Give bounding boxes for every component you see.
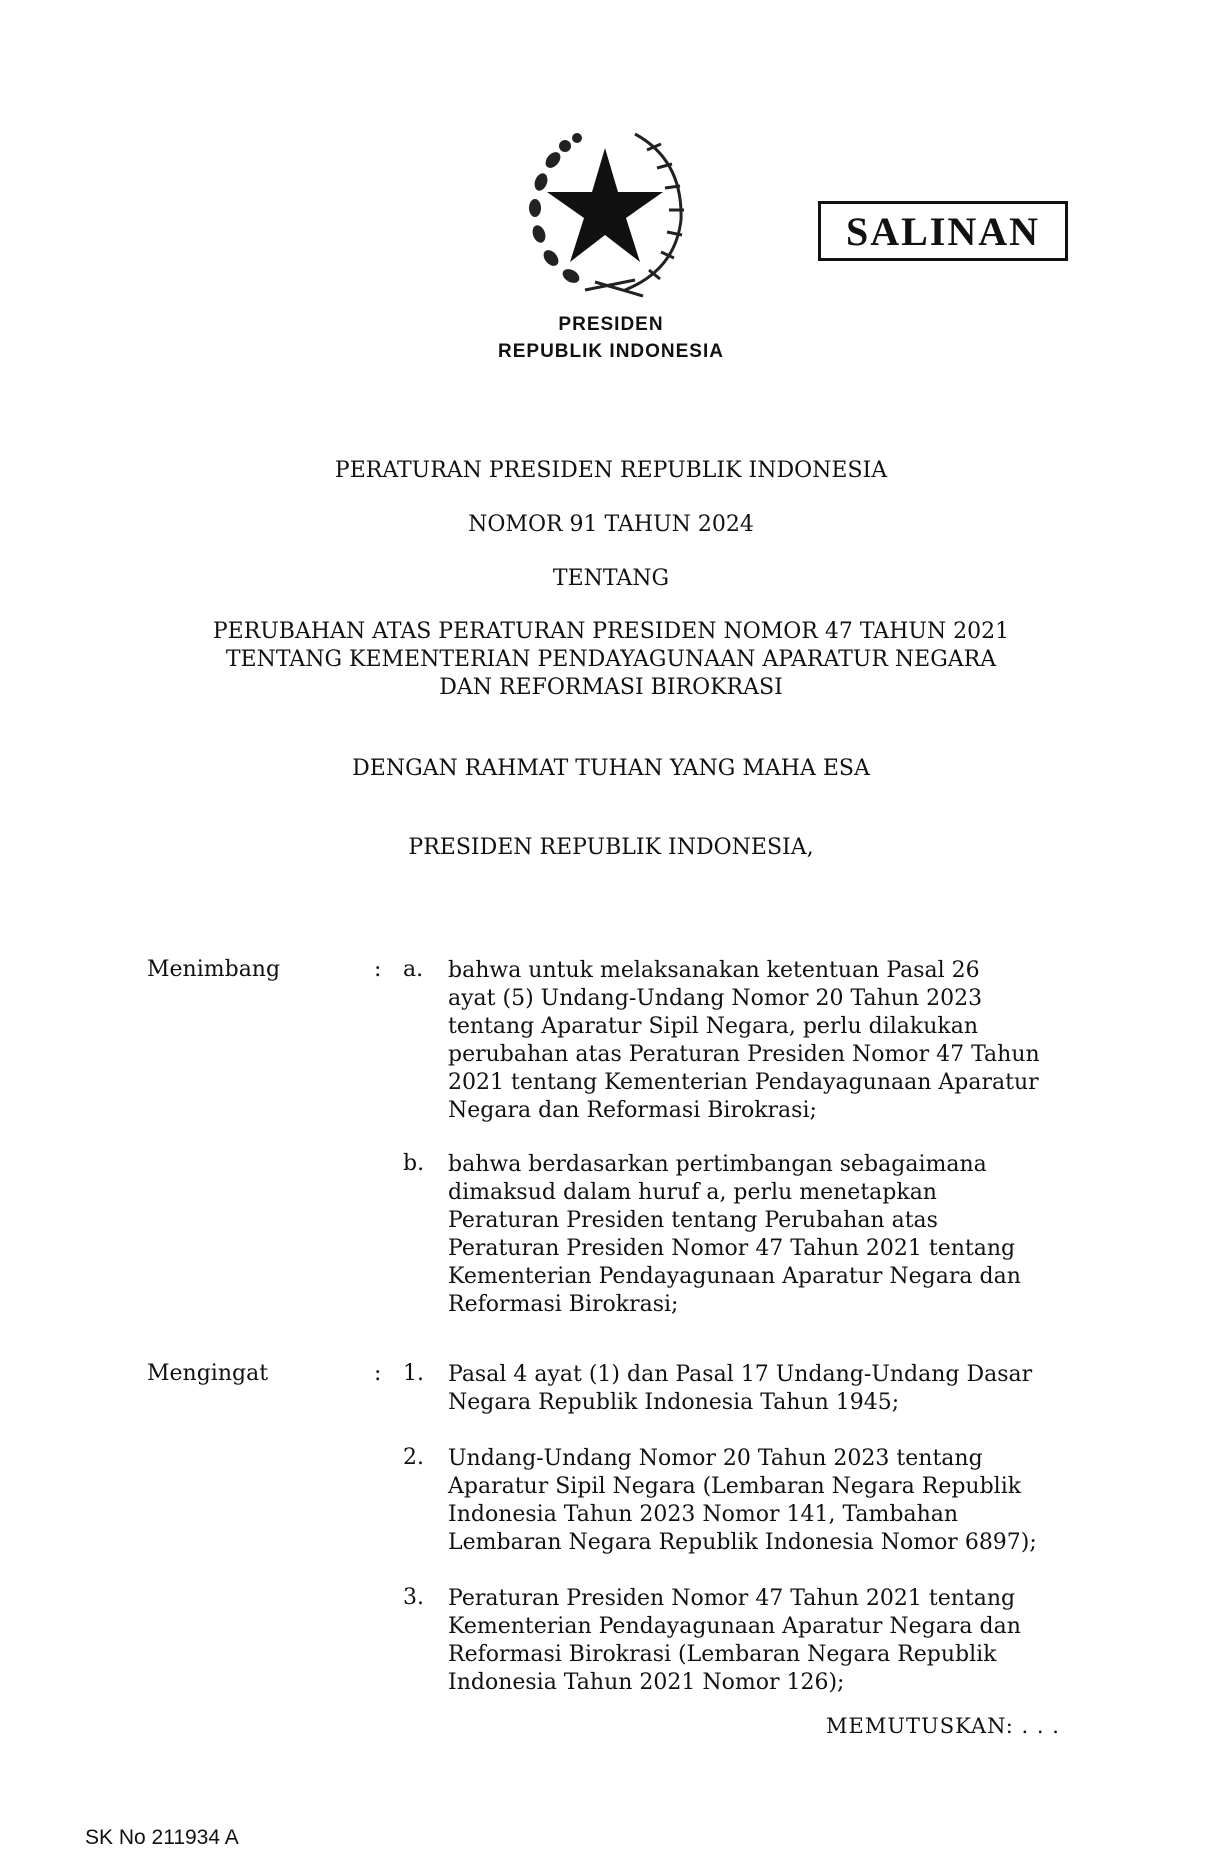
salinan-stamp [818,201,1068,261]
mengingat-item-2 [448,1445,1070,1557]
text-line: Lembaran Negara Republik Indonesia Nomor 6897); [448,1530,1037,1555]
menimbang-marker-a: a. [403,957,424,982]
text-line: Aparatur Sipil Negara (Lembaran Negara Republik [448,1474,1022,1499]
mengingat-marker-2: 2. [403,1445,424,1470]
text-line: tentang Aparatur Sipil Negara, perlu dilakukan [448,1014,979,1039]
text-line: Negara dan Reformasi Birokrasi; [448,1098,817,1123]
text-line: Reformasi Birokrasi (Lembaran Negara Republik [448,1642,997,1667]
stamp-text: SALINAN [845,208,1041,254]
menimbang-item-a [448,957,1070,1125]
subject-line-1: PERUBAHAN ATAS PERATURAN PRESIDEN NOMOR 47 TAHUN 2021 [212,619,1010,644]
text-line: Undang-Undang Nomor 20 Tahun 2023 tentang [448,1446,983,1471]
continuation-text: MEMUTUSKAN: . . . [826,1714,1060,1738]
text-line: dimaksud dalam huruf a, perlu menetapkan [448,1180,937,1205]
text-line: Indonesia Tahun 2021 Nomor 126); [448,1670,845,1695]
text-line: Peraturan Presiden Nomor 47 Tahun 2021 tentang [448,1586,1016,1611]
mengingat-colon: : [374,1361,382,1386]
text-line: Pasal 4 ayat (1) dan Pasal 17 Undang-Undang Dasar [448,1362,1033,1387]
invocation: DENGAN RAHMAT TUHAN YANG MAHA ESA [352,756,870,781]
about-heading: TENTANG [552,566,670,591]
text-line: ayat (5) Undang-Undang Nomor 20 Tahun 2023 [448,986,983,1011]
text-line: Kementerian Pendayagunaan Aparatur Negara dan [448,1264,1021,1289]
state-emblem-icon [515,120,695,310]
regulation-title: PERATURAN PRESIDEN REPUBLIK INDONESIA [334,458,888,483]
menimbang-colon: : [374,957,382,982]
document-code: SK No 211934 A [85,1826,239,1849]
text-line: Reformasi Birokrasi; [448,1292,679,1317]
regulation-number: NOMOR 91 TAHUN 2024 [468,512,754,537]
mengingat-item-3 [448,1585,1070,1697]
mengingat-item-1 [448,1361,1070,1417]
menimbang-label: Menimbang [147,957,281,982]
menimbang-item-b [448,1151,1070,1319]
president-heading: PRESIDEN REPUBLIK INDONESIA, [408,835,814,860]
text-line: Indonesia Tahun 2023 Nomor 141, Tambahan [448,1502,959,1527]
mengingat-label: Mengingat [147,1361,269,1386]
issuer-line-1: PRESIDEN [558,314,664,335]
subject-line-3: DAN REFORMASI BIROKRASI [439,675,783,700]
mengingat-marker-3: 3. [403,1585,424,1610]
menimbang-marker-b: b. [403,1151,425,1176]
issuer-line-2: REPUBLIK INDONESIA [498,341,724,362]
text-line: Peraturan Presiden Nomor 47 Tahun 2021 tentang [448,1236,1016,1261]
text-line: Negara Republik Indonesia Tahun 1945; [448,1390,900,1415]
text-line: Peraturan Presiden tentang Perubahan atas [448,1208,938,1233]
text-line: perubahan atas Peraturan Presiden Nomor 47 Tahun [448,1042,1040,1067]
text-line: bahwa berdasarkan pertimbangan sebagaimana [448,1152,987,1177]
mengingat-marker-1: 1. [403,1361,424,1386]
text-line: bahwa untuk melaksanakan ketentuan Pasal 26 [448,958,980,983]
subject-line-2: TENTANG KEMENTERIAN PENDAYAGUNAAN APARATUR NEGARA [225,647,997,672]
text-line: 2021 tentang Kementerian Pendayagunaan Aparatur [448,1070,1039,1095]
text-line: Kementerian Pendayagunaan Aparatur Negara dan [448,1614,1021,1639]
